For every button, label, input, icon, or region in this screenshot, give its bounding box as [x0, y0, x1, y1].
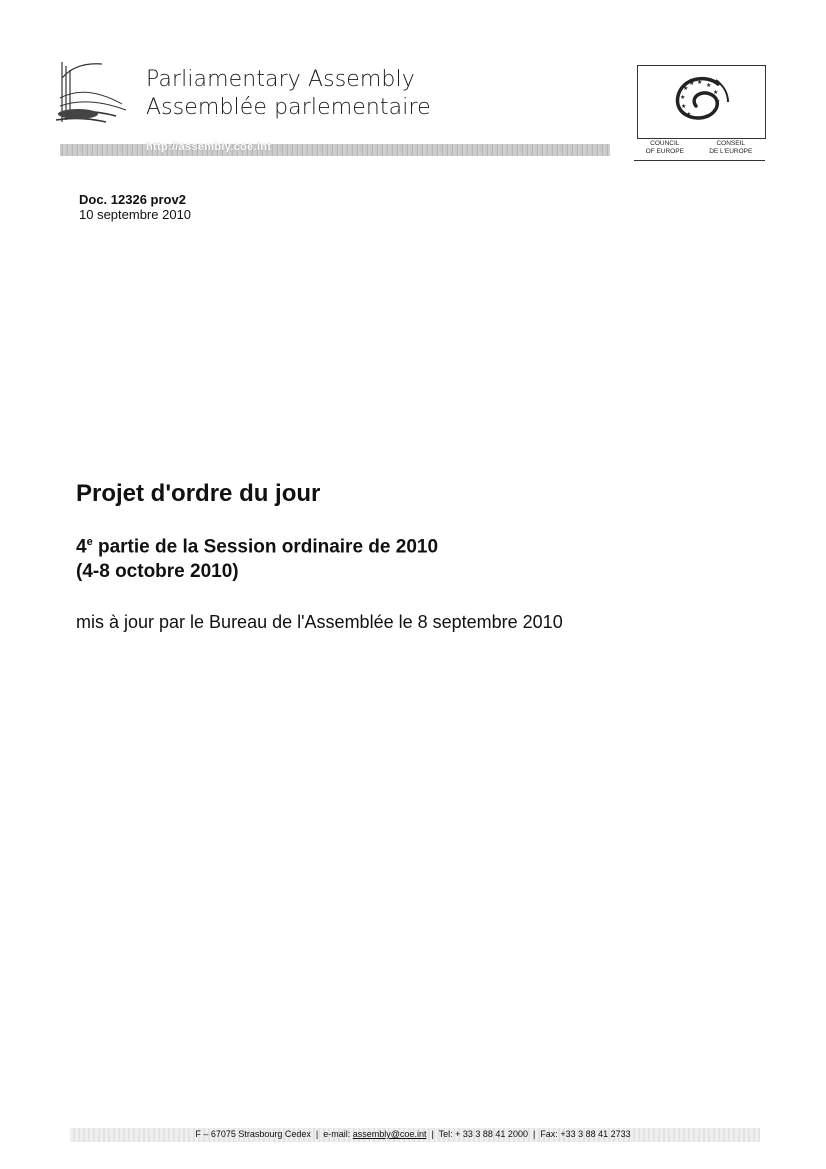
svg-text:★: ★ [713, 89, 719, 96]
footer-contact [0, 1129, 826, 1139]
document-reference: Doc. 12326 prov2 [79, 192, 186, 207]
svg-text:★: ★ [712, 107, 718, 114]
svg-text:★: ★ [686, 111, 692, 118]
svg-text:★: ★ [683, 85, 689, 92]
session-part-number: 4 [76, 536, 87, 558]
session-part-text: partie de la Session ordinaire de 2010 [92, 536, 439, 558]
session-part-suffix: e [86, 536, 93, 548]
session-heading [76, 530, 438, 584]
svg-text:★: ★ [680, 94, 686, 101]
svg-text:★: ★ [704, 113, 710, 120]
assembly-logo-icon [56, 58, 128, 128]
coe-label-fr: CONSEIL DE L'EUROPE [709, 140, 753, 155]
session-part-line [76, 530, 438, 559]
assembly-title [146, 66, 431, 122]
footer-tel: | Tel: + 33 3 88 41 2000 [426, 1129, 528, 1139]
session-dates: (4-8 octobre 2010) [76, 561, 239, 583]
council-of-europe-logo-icon [668, 72, 734, 128]
svg-text:★: ★ [681, 103, 687, 110]
svg-text:★: ★ [697, 79, 703, 86]
assembly-title-en: Parliamentary Assembly [146, 67, 415, 92]
assembly-url[interactable]: http://assembly.coe.int [146, 141, 272, 153]
footer-email-label: | e-mail: [310, 1129, 353, 1139]
svg-text:★: ★ [689, 80, 695, 87]
document-date: 10 septembre 2010 [79, 207, 192, 222]
svg-text:★: ★ [706, 82, 712, 89]
updated-note: mis à jour par le Bureau de l'Assemblée le 8 septembre 2010 [76, 612, 563, 632]
document-title: Projet d'ordre du jour [76, 480, 321, 507]
coe-label-en: COUNCIL OF EUROPE [645, 140, 684, 155]
url-band [60, 144, 610, 156]
svg-text:★: ★ [715, 98, 721, 105]
assembly-title-fr: Assemblée parlementaire [146, 95, 431, 120]
coe-labels [633, 140, 765, 156]
footer-email-link[interactable]: assembly@coe.int [352, 1129, 427, 1139]
svg-text:★: ★ [695, 115, 701, 122]
footer-fax: | Fax: +33 3 88 41 2733 [527, 1129, 631, 1139]
footer-address: F – 67075 Strasbourg Cedex [195, 1129, 311, 1139]
coe-divider [634, 160, 765, 161]
